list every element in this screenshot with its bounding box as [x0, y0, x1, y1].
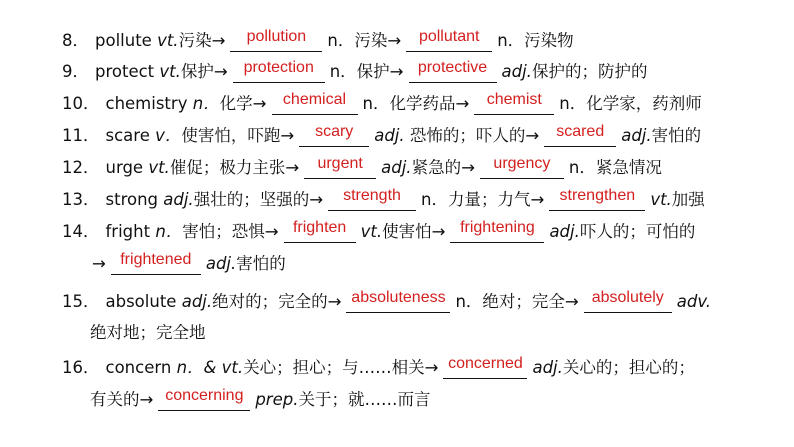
item-15	[62, 283, 711, 313]
item-14-continued	[92, 245, 286, 275]
answer-blank	[544, 124, 616, 147]
item-10	[62, 85, 702, 115]
answer-blank	[304, 156, 376, 179]
headword: fright	[105, 222, 151, 241]
part-of-speech: vt.	[157, 31, 179, 50]
part-of-speech: vt.	[650, 190, 672, 209]
part-of-speech: adj.	[501, 62, 532, 81]
item-14	[62, 213, 695, 243]
headword: pollute	[95, 31, 152, 50]
headword: absolute	[105, 292, 177, 311]
answer-blank	[346, 290, 450, 313]
meaning: n．保护→	[329, 62, 404, 81]
headword: chemistry	[105, 94, 188, 113]
item-8	[62, 22, 574, 52]
meaning: 害怕的	[236, 254, 286, 273]
part-of-speech: adj.	[621, 126, 652, 145]
meaning: 吓人的；可怕的	[579, 222, 696, 241]
answer-blank	[284, 220, 356, 243]
answer-blank	[299, 124, 369, 147]
answer: frightened	[120, 251, 192, 268]
answer: strength	[343, 187, 401, 204]
answer-blank	[443, 356, 527, 379]
answer-blank	[230, 29, 322, 52]
meaning: 关心的；担心的；	[562, 358, 695, 377]
item-9	[62, 53, 647, 83]
meaning: 紧急的→	[411, 158, 475, 177]
answer-blank	[409, 60, 497, 83]
meaning: n．紧急情况	[568, 158, 662, 177]
answer-blank	[328, 188, 416, 211]
answer: strengthen	[559, 187, 636, 204]
part-of-speech: adj.	[181, 292, 213, 311]
part-of-speech: prep.	[255, 390, 299, 409]
meaning: 化学→	[219, 94, 267, 113]
meaning: 恐怖的；吓人的→	[409, 126, 540, 145]
meaning: 污染→	[178, 31, 226, 50]
answer: pollutant	[418, 28, 480, 45]
meaning: n．化学家，药剂师	[559, 94, 702, 113]
meaning: 保护的；防护的	[531, 62, 648, 81]
item-15-continued	[90, 314, 206, 344]
meaning: 害怕；恐惧→	[182, 222, 279, 241]
part-of-speech: adj.	[381, 158, 412, 177]
meaning: 使害怕→	[382, 222, 446, 241]
meaning: n．污染→	[327, 31, 402, 50]
meaning: 催促；极力主张→	[169, 158, 300, 177]
part-of-speech: vt.	[148, 158, 170, 177]
part-of-speech: n．	[155, 222, 183, 241]
answer: scared	[556, 123, 605, 140]
answer-blank	[406, 29, 492, 52]
part-of-speech: adj.	[163, 190, 194, 209]
arrow: →	[92, 254, 106, 273]
part-of-speech: adj.	[374, 126, 405, 145]
answer: pollution	[246, 28, 307, 45]
item-number: 13．	[62, 190, 100, 209]
answer: urgency	[493, 155, 551, 172]
part-of-speech: n．	[192, 94, 220, 113]
answer: scary	[315, 123, 354, 140]
headword: scare	[105, 126, 150, 145]
answer: absoluteness	[351, 289, 446, 306]
answer: frightening	[460, 219, 535, 236]
item-number: 10．	[62, 94, 100, 113]
answer: concerning	[165, 387, 244, 404]
part-of-speech: adj.	[549, 222, 580, 241]
part-of-speech: adj.	[205, 254, 237, 273]
part-of-speech: n．& vt.	[176, 358, 244, 377]
headword: concern	[105, 358, 172, 377]
item-11	[62, 117, 701, 147]
answer-blank	[474, 92, 554, 115]
meaning: 保护→	[180, 62, 228, 81]
answer: chemist	[486, 91, 542, 108]
item-16	[62, 349, 695, 379]
answer: concerned	[448, 355, 523, 372]
part-of-speech: adj.	[532, 358, 563, 377]
meaning: n．化学药品→	[362, 94, 470, 113]
item-number: 12．	[62, 158, 100, 177]
item-number: 11．	[62, 126, 100, 145]
meaning: 使害怕，吓跑→	[181, 126, 295, 145]
answer: chemical	[282, 91, 347, 108]
meaning: 绝对地；完全地	[90, 323, 206, 342]
meaning: 关心；担心；与……相关→	[243, 358, 439, 377]
answer-blank	[549, 188, 645, 211]
answer-blank	[111, 252, 201, 275]
headword: urge	[105, 158, 144, 177]
answer: frighten	[292, 219, 347, 236]
answer-blank	[233, 60, 325, 83]
answer: urgent	[317, 155, 363, 172]
answer-blank	[480, 156, 564, 179]
item-number: 14．	[62, 222, 100, 241]
answer-blank	[272, 92, 358, 115]
headword: strong	[105, 190, 159, 209]
meaning: 加强	[671, 190, 705, 209]
item-13	[62, 181, 705, 211]
item-number: 15．	[62, 292, 100, 311]
answer: protective	[417, 59, 488, 76]
item-12	[62, 149, 662, 179]
meaning: 关于；就……而言	[298, 390, 431, 409]
headword: protect	[95, 62, 155, 81]
part-of-speech: vt.	[159, 62, 181, 81]
item-number: 8．	[62, 31, 89, 50]
answer: protection	[243, 59, 314, 76]
answer-blank	[450, 220, 544, 243]
meaning: 强壮的；坚强的→	[193, 190, 324, 209]
meaning: 害怕的	[651, 126, 702, 145]
part-of-speech: vt.	[360, 222, 383, 241]
meaning: n．污染物	[497, 31, 574, 50]
answer: absolutely	[591, 289, 664, 306]
meaning: n．力量；力气→	[421, 190, 545, 209]
item-number: 16．	[62, 358, 100, 377]
meaning: n．绝对；完全→	[455, 292, 579, 311]
answer-blank	[158, 388, 250, 411]
meaning: 绝对的；完全的→	[212, 292, 342, 311]
item-number: 9．	[62, 62, 89, 81]
item-16-continued	[90, 381, 430, 411]
meaning: 有关的→	[90, 390, 154, 409]
part-of-speech: adv.	[676, 292, 711, 311]
answer-blank	[584, 290, 672, 313]
part-of-speech: v．	[155, 126, 182, 145]
